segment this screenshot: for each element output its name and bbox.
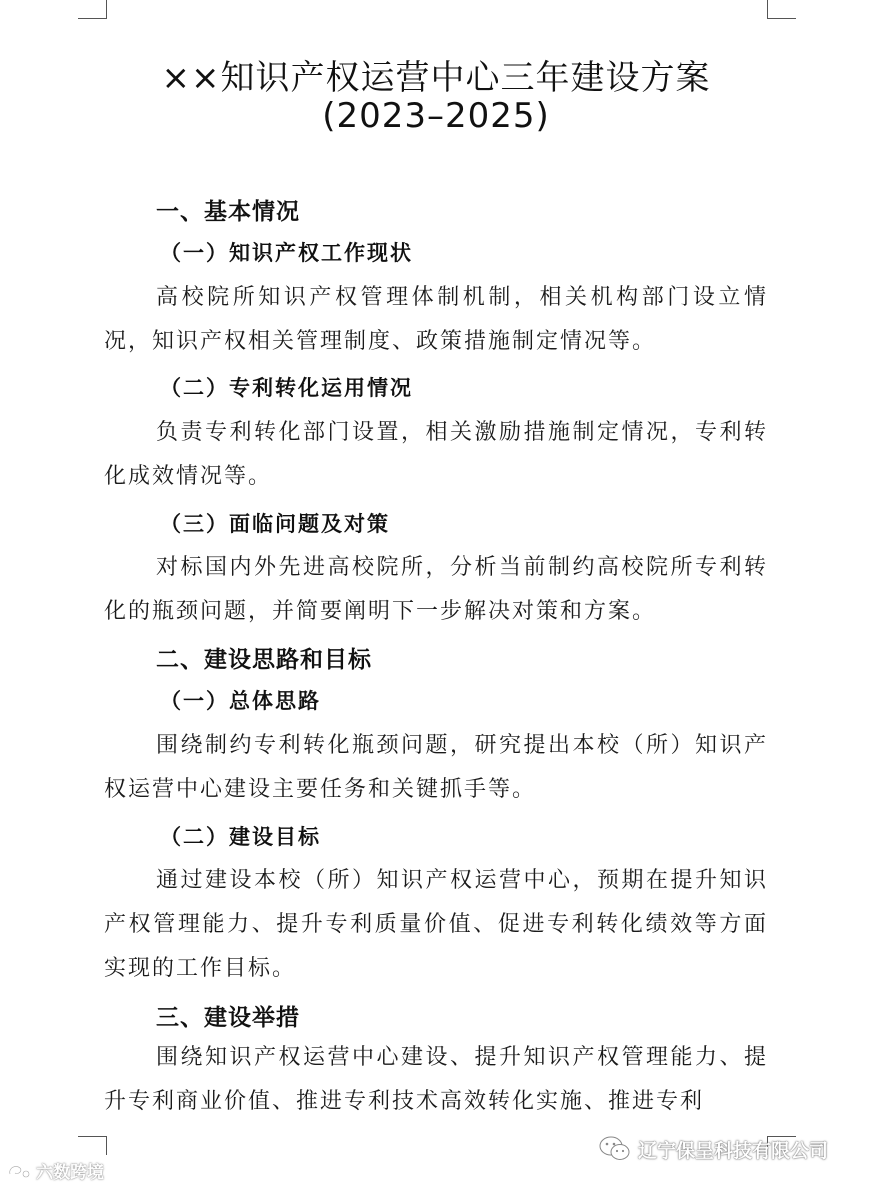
crop-mark-top-right	[767, 0, 796, 19]
subsection-heading-goals: （二）建设目标	[160, 824, 321, 849]
subsection-heading-ip-status: （一）知识产权工作现状	[160, 240, 413, 265]
document-title: ××知识产权运营中心三年建设方案	[161, 58, 711, 98]
paragraph-problems: 对标国内外先进高校院所，分析当前制约高校院所专利转化的瓶颈问题，并简要阐明下一步解决对策和方案。	[104, 555, 768, 624]
paragraph-goals: 通过建设本校（所）知识产权运营中心，预期在提升知识产权管理能力、提升专利质量价值、促进专利转化绩效等方面实现的工作目标。	[104, 868, 768, 981]
document-subtitle-years: (2023–2025)	[322, 96, 550, 136]
paragraph-ip-status: 高校院所知识产权管理体制机制，相关机构部门设立情况，知识产权相关管理制度、政策措施制定情况等。	[104, 285, 768, 354]
right-watermark-brand	[598, 1135, 828, 1163]
subsection-heading-patent-use: （二）专利转化运用情况	[160, 375, 413, 400]
section-heading-basic-situation: 一、基本情况	[156, 199, 300, 225]
left-watermark-text: 六数跨境	[36, 1163, 104, 1183]
subsection-heading-overall-idea: （一）总体思路	[160, 688, 321, 713]
right-watermark-text: 辽宁保呈科技有限公司	[638, 1139, 829, 1162]
wechat-icon	[598, 1135, 632, 1163]
section-heading-ideas-goals: 二、建设思路和目标	[156, 647, 372, 673]
subsection-heading-problems: （三）面临问题及对策	[160, 511, 390, 536]
paragraph-patent-use: 负责专利转化部门设置，相关激励措施制定情况，专利转化成效情况等。	[104, 420, 768, 489]
swirl-logo-icon	[6, 1162, 32, 1180]
paragraph-measures: 围绕知识产权运营中心建设、提升知识产权管理能力、提升专利商业价值、推进专利技术高效转化实施、推进专利	[104, 1045, 768, 1114]
paragraph-overall-idea: 围绕制约专利转化瓶颈问题，研究提出本校（所）知识产权运营中心建设主要任务和关键抓手等。	[104, 733, 768, 802]
crop-mark-top-left	[78, 0, 107, 19]
left-watermark-logo	[6, 1158, 104, 1183]
section-heading-measures: 三、建设举措	[156, 1005, 300, 1031]
crop-mark-bottom-left	[78, 1136, 107, 1155]
